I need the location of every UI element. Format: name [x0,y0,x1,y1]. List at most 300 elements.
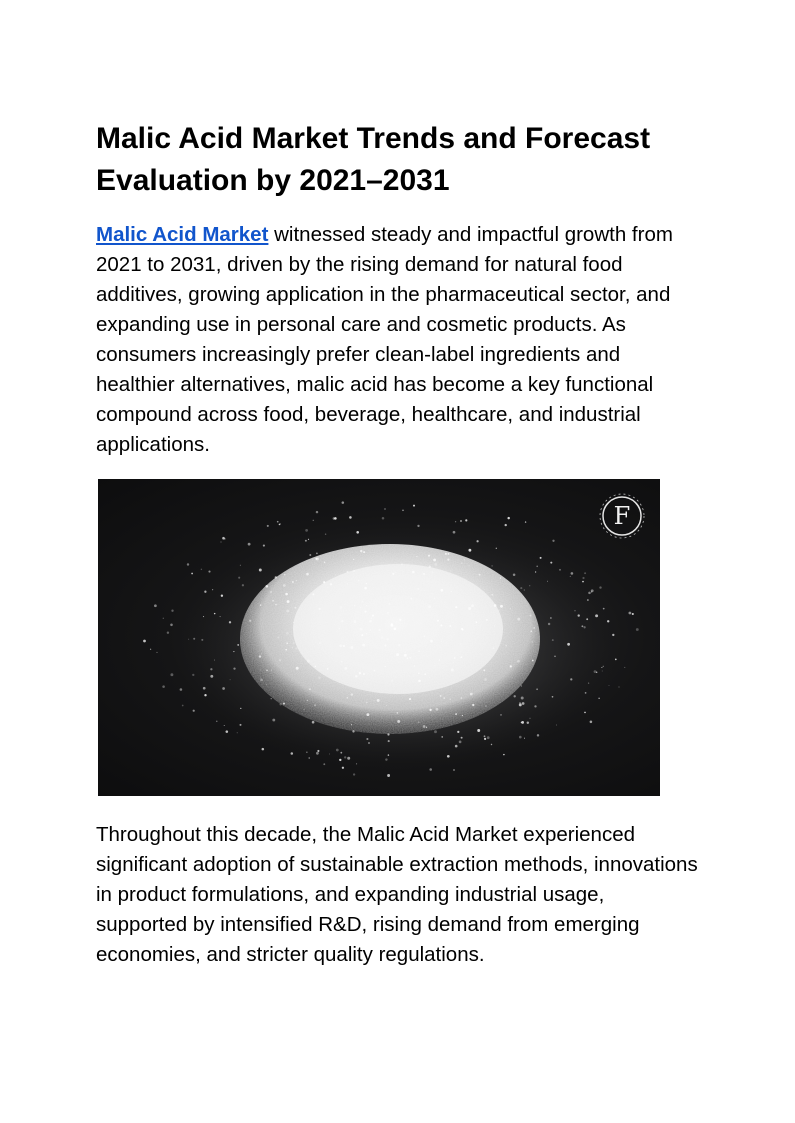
powder-particle [532,660,534,662]
powder-particle [204,591,206,593]
powder-particle [453,769,455,771]
powder-particle [514,695,516,697]
powder-particle [496,548,497,549]
powder-particle [240,708,241,709]
powder-particle [426,727,427,728]
powder-particle [397,720,400,723]
powder-particle [324,561,326,563]
powder-particle [210,668,212,670]
powder-particle [583,626,585,628]
powder-particle [170,624,173,627]
powder-particle [453,531,456,534]
powder-particle [260,670,261,671]
intro-paragraph [96,220,701,460]
powder-particle [450,570,451,571]
powder-particle [601,667,602,668]
powder-particle [315,666,317,668]
powder-particle [440,624,442,626]
powder-particle [325,534,326,535]
powder-particle [239,724,241,726]
powder-particle [434,730,437,733]
powder-particle [353,773,355,775]
powder-particle [319,642,321,644]
powder-particle [461,737,463,739]
powder-particle [270,591,272,593]
powder-particle [342,501,345,504]
powder-particle [220,541,221,542]
powder-particle [170,673,173,676]
powder-particle [385,758,387,760]
powder-particle [260,678,261,679]
powder-particle [381,636,384,639]
powder-particle [203,687,206,690]
powder-particle [404,654,407,657]
powder-particle [386,705,387,706]
powder-particle [309,688,311,690]
powder-particle [305,540,307,542]
powder-particle [428,555,430,557]
powder-particle [477,729,480,732]
powder-particle [447,559,449,561]
powder-particle [407,658,408,659]
powder-particle [505,524,507,526]
powder-particle [282,645,283,646]
powder-particle [343,645,345,647]
powder-particle [285,593,288,596]
powder-particle [388,740,390,742]
powder-particle [364,587,367,590]
powder-particle [312,593,314,595]
powder-particle [374,700,375,701]
powder-particle [423,573,425,575]
malic-acid-market-link[interactable]: Malic Acid Market [96,223,269,246]
powder-particle [536,688,538,690]
powder-particle [391,623,393,625]
powder-particle [323,581,325,583]
powder-particle [451,591,452,592]
powder-particle [262,748,265,751]
powder-particle [531,631,532,632]
powder-particle [362,644,365,647]
powder-particle [530,718,531,719]
powder-particle [570,576,571,577]
powder-particle [377,699,380,702]
powder-particle [418,673,419,674]
powder-particle [437,620,439,622]
powder-particle [214,613,215,614]
powder-particle [468,549,471,552]
powder-particle [492,647,494,649]
powder-particle [486,619,488,621]
powder-particle [347,757,350,760]
powder-particle [525,521,526,522]
powder-particle [351,724,352,725]
powder-particle [503,754,504,755]
powder-particle [260,679,263,682]
powder-particle [369,620,372,623]
powder-particle [451,669,454,672]
powder-particle [429,709,431,711]
powder-particle [484,678,487,681]
powder-particle [512,677,513,678]
powder-particle [454,657,456,659]
powder-particle [607,620,609,622]
powder-particle [354,605,355,606]
powder-particle [455,521,456,522]
powder-particle [272,600,274,602]
article-title: Malic Acid Market Trends and Forecast Evaluation by 2021–2031 [96,122,651,197]
powder-particle [237,644,239,646]
powder-particle [485,705,487,707]
powder-particle [150,649,151,650]
powder-particle [469,565,470,566]
powder-particle [417,588,419,590]
powder-particle [329,753,330,754]
powder-particle [470,693,473,696]
powder-particle [171,610,173,612]
powder-particle [484,738,486,740]
powder-particle [529,585,530,586]
powder-particle [212,589,213,590]
powder-particle [316,752,319,755]
brand-logo-letter: F [613,502,631,530]
powder-particle [222,687,225,690]
powder-particle [586,618,588,620]
powder-particle [331,653,332,654]
powder-particle [547,581,548,582]
powder-particle [581,625,583,627]
powder-particle [187,563,189,565]
powder-particle [522,702,525,705]
powder-particle [500,578,501,579]
powder-particle [524,590,525,591]
powder-particle [548,623,550,625]
powder-particle [533,627,534,628]
powder-particle [292,647,293,648]
powder-particle [402,510,404,512]
powder-particle [494,604,497,607]
powder-particle [552,540,554,542]
powder-particle [424,673,426,675]
powder-particle [296,667,299,670]
powder-particle [629,612,632,615]
powder-particle [500,605,503,608]
powder-particle [220,616,221,617]
powder-particle [578,614,580,616]
powder-particle [455,745,458,748]
powder-particle [382,517,385,520]
powder-particle [594,670,597,673]
intro-text: witnessed steady and impactful growth from 2021 to 2031, driven by the rising demand for natural food additives, growing application in the pharmaceutical sector, and expanding use in personal care and cosmetic products. As consumers increasingly prefer clean-label ingredients and healthier alternatives, malic acid has become a key functional compound across food, beverage, healthcare, and industrial applications. [96,223,673,456]
powder-particle [347,583,348,584]
powder-particle [275,576,277,578]
powder-particle [293,642,295,644]
powder-particle [203,616,204,617]
powder-particle [460,520,462,522]
powder-particle [602,670,603,671]
powder-particle [484,589,485,590]
powder-particle [336,749,339,752]
powder-particle [316,553,318,555]
brand-logo-icon [600,494,644,538]
powder-particle [554,655,556,657]
powder-particle [399,619,401,621]
powder-particle [342,767,344,769]
powder-particle [346,571,348,573]
powder-particle [434,665,435,666]
powder-particle [358,580,360,582]
powder-particle [540,557,542,559]
powder-particle [242,584,244,586]
powder-particle [344,756,346,758]
powder-particle [603,666,604,667]
powder-particle [387,733,389,735]
powder-particle [517,660,520,663]
powder-particle [229,621,231,623]
powder-particle [520,704,521,705]
powder-particle [500,714,502,716]
powder-particle [418,651,419,652]
body-paragraph: Throughout this decade, the Malic Acid Market experienced significant adoption of sustainable extraction methods, innovations in product formulations, and expanding industrial usage, supported by intensified R&D, rising demand from emerging economies, and stricter quality regulations. [96,823,698,966]
powder-particle [312,721,315,724]
powder-particle [429,677,430,678]
powder-particle [624,667,625,668]
powder-particle [327,587,328,588]
powder-particle [372,615,374,617]
powder-particle [449,625,451,627]
powder-particle [632,613,634,615]
powder-particle [339,759,341,761]
powder-particle [402,581,403,582]
powder-particle [401,563,403,565]
powder-particle [193,638,195,640]
powder-particle [352,730,354,732]
powder-particle [360,628,363,631]
powder-particle [318,677,320,679]
powder-particle [353,620,356,623]
powder-particle [385,645,386,646]
powder-particle [374,670,376,672]
powder-particle [367,699,368,700]
powder-particle [293,622,294,623]
powder-particle [272,719,275,722]
powder-particle [609,685,610,686]
powder-particle [192,674,194,676]
powder-particle [266,585,269,588]
powder-particle [570,678,572,680]
powder-particle [396,712,398,714]
powder-particle [537,734,539,736]
powder-particle [387,638,389,640]
powder-particle [418,680,421,683]
powder-particle [409,588,410,589]
powder-particle [384,508,386,510]
powder-particle [366,605,367,606]
powder-particle [216,721,217,722]
powder-particle [591,592,592,593]
powder-particle [413,505,415,507]
powder-particle [436,708,439,711]
powder-particle [226,730,229,733]
powder-particle [238,577,240,579]
powder-particle [510,608,511,609]
powder-particle [443,697,444,698]
powder-particle [513,573,516,576]
powder-particle [517,618,520,621]
powder-particle [612,634,614,636]
powder-particle [550,562,552,564]
powder-particle [505,645,506,646]
powder-particle [143,640,146,643]
powder-particle [494,626,495,627]
powder-particle [180,688,183,691]
powder-particle [294,607,296,609]
powder-particle [249,620,251,622]
powder-particle [387,774,390,777]
powder-particle [204,694,206,696]
powder-particle [491,744,492,745]
powder-particle [455,713,457,715]
powder-particle [416,556,417,557]
powder-particle [329,564,330,565]
powder-particle [491,565,493,567]
powder-particle [307,700,308,701]
powder-particle [461,697,463,699]
powder-particle [575,610,576,611]
powder-particle [224,538,225,539]
powder-particle [410,598,412,600]
powder-particle [405,652,406,653]
powder-particle [305,529,308,532]
powder-particle [471,604,474,607]
powder-particle [455,606,457,608]
powder-particle [385,666,386,667]
powder-particle [339,628,341,630]
powder-particle [210,675,213,678]
powder-particle [521,685,522,686]
powder-particle [344,667,347,670]
powder-particle [457,731,459,733]
powder-particle [491,606,492,607]
powder-particle [277,521,279,523]
powder-particle [464,559,465,560]
powder-particle [424,635,426,637]
powder-particle [453,662,454,663]
powder-particle [491,594,493,596]
powder-particle [193,710,195,712]
powder-particle [337,631,338,632]
powder-particle [157,652,158,653]
powder-particle [263,545,265,547]
powder-particle [362,600,364,602]
powder-particle [598,698,599,699]
powder-particle [599,586,601,588]
powder-particle [363,551,365,553]
powder-particle [303,709,305,711]
powder-particle [341,620,343,622]
powder-particle [360,607,361,608]
powder-particle [619,687,620,688]
powder-particle [323,763,325,765]
powder-particle [418,721,419,722]
powder-particle [347,697,348,698]
powder-particle [461,628,463,630]
powder-particle [567,643,570,646]
powder-particle [483,669,485,671]
powder-particle [248,543,251,546]
powder-grain-texture [240,544,540,734]
powder-particle [396,621,397,622]
powder-particle [356,531,359,534]
powder-particle [510,665,512,667]
powder-particle [233,651,234,652]
powder-particle [531,641,533,643]
powder-particle [429,565,431,567]
powder-particle [163,618,164,619]
powder-particle [291,752,294,755]
powder-particle [388,603,390,605]
powder-particle [233,667,235,669]
powder-particle [448,553,450,555]
powder-particle [468,607,471,610]
powder-particle [371,618,372,619]
powder-particle [461,563,462,564]
powder-particle [559,569,561,571]
powder-particle [334,517,337,520]
powder-particle [433,559,436,562]
powder-particle [429,768,432,771]
powder-particle [476,540,478,542]
powder-particle [552,639,554,641]
powder-particle [391,680,393,682]
powder-particle [286,632,289,635]
powder-particle [286,610,289,613]
powder-particle [201,639,203,641]
powder-particle [340,752,342,754]
powder-particle [440,589,443,592]
powder-particle [595,614,598,617]
powder-particle [524,738,525,739]
powder-particle [361,634,363,636]
powder-particle [588,592,591,595]
powder-particle [584,572,586,574]
powder-particle [306,573,309,576]
powder-particle [362,568,363,569]
powder-particle [259,569,262,572]
powder-particle [309,757,310,758]
powder-particle [271,670,272,671]
powder-particle [349,516,352,519]
powder-particle [447,755,450,758]
powder-particle [423,725,426,728]
powder-particle [368,742,370,744]
powder-particle [224,725,225,726]
powder-particle [221,595,223,597]
powder-particle [582,577,584,579]
powder-particle [498,609,499,610]
powder-particle [366,702,368,704]
powder-particle [279,659,281,661]
powder-particle [536,566,538,568]
powder-particle [396,670,397,671]
powder-particle [356,763,357,764]
powder-particle [476,621,478,623]
powder-particle [279,523,280,524]
powder-particle [417,525,419,527]
powder-particle [521,697,524,700]
powder-particle [266,684,267,685]
powder-particle [387,612,390,615]
